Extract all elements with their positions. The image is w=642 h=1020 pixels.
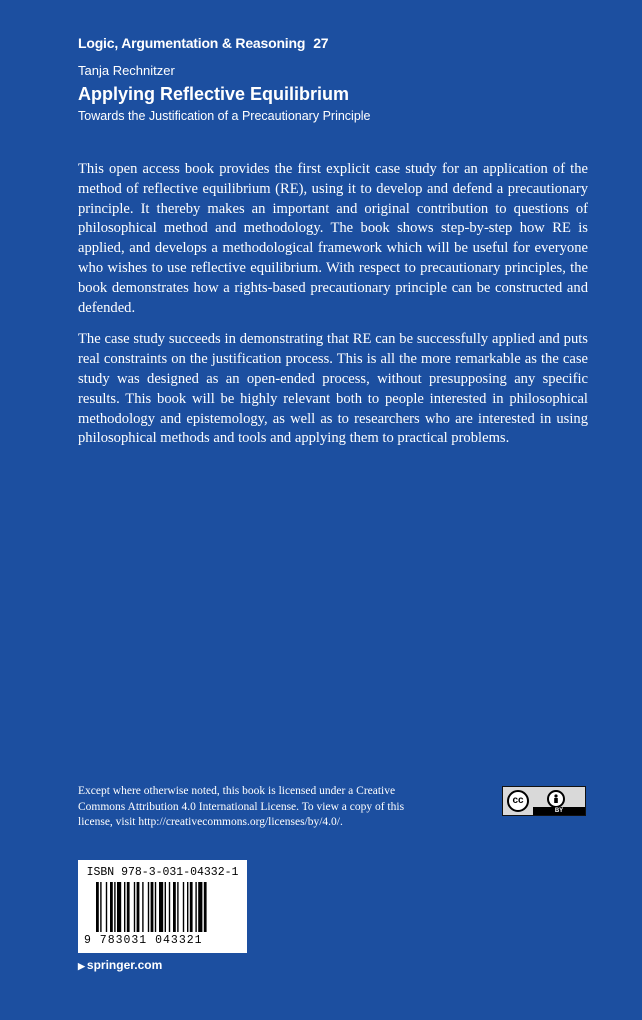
barcode-bar [187,882,188,932]
barcode-bar [165,882,166,932]
arrow-icon: ▶ [78,961,85,971]
cc-icon: cc [507,790,529,812]
barcode-bar [100,882,101,932]
publisher-site: springer.com [86,958,163,972]
barcode-bar [183,882,184,932]
barcode-bar [114,882,115,932]
author-name: Tanja Rechnitzer [78,63,175,78]
barcode-bar [134,882,135,932]
by-label: BY [533,807,585,815]
series-number: 27 [313,35,329,51]
barcode-bar [148,882,149,932]
publisher-link[interactable] [78,958,162,972]
barcode-bar [96,882,99,932]
barcode-bar [177,882,178,932]
series-title [78,35,328,51]
attribution-icon [547,790,565,808]
barcode-bar [117,882,121,932]
barcode-bar [198,882,202,932]
abstract-paragraph-1: This open access book provides the first explicit case study for an application of the method of reflective equilibrium (RE), using it to develop and defend a precautionary principle. It thereby makes an important and original contribution to questions of philosophical method and methodology. The book shows step-by-step how RE is applied, and develops a methodological framework which will be useful for everyone who wishes to use reflective equilibrium. With respect to precautionary principles, the book demonstrates how a rights-based precautionary principle can be constructed and defended. [78,161,588,316]
barcode-bar [190,882,193,932]
barcode-bar [155,882,156,932]
isbn-barcode [78,860,247,953]
abstract [78,160,588,461]
barcode-bar [127,882,130,932]
barcode-bar [195,882,196,932]
isbn-text: ISBN 978-3-031-04332-1 [86,866,239,879]
barcode-bar [106,882,107,932]
barcode-bar [169,882,170,932]
barcode-bars [96,882,236,932]
book-subtitle: Towards the Justification of a Precautionary Principle [78,109,371,123]
barcode-bar [173,882,176,932]
barcode-bar [137,882,140,932]
barcode-bar [204,882,207,932]
abstract-paragraph-2: The case study succeeds in demonstrating that RE can be successfully applied and puts real constraints on the justification process. This is all the more remarkable as the case study was designed as an open-ended process, without presupposing any specific results. This book will be highly relevant both to people interested in philosophical methodology and epistemology, as well as to researchers who are interested in using philosophical methods and tools and applying them to practical problems. [78,331,588,447]
barcode-bar [159,882,163,932]
barcode-bar [151,882,154,932]
series-name: Logic, Argumentation & Reasoning [78,35,306,51]
barcode-bar [142,882,143,932]
license-notice: Except where otherwise noted, this book is licensed under a Creative Commons Attribution 4.0 International License. To view a copy of this license, visit http://creativecommons.org/licenses/by/4.0/. [78,785,405,828]
ean-digits: 9 783031 043321 [84,934,203,947]
barcode-bar [124,882,125,932]
barcode-bar [110,882,113,932]
book-title: Applying Reflective Equilibrium [78,84,350,104]
cc-by-license-badge[interactable] [502,786,586,816]
